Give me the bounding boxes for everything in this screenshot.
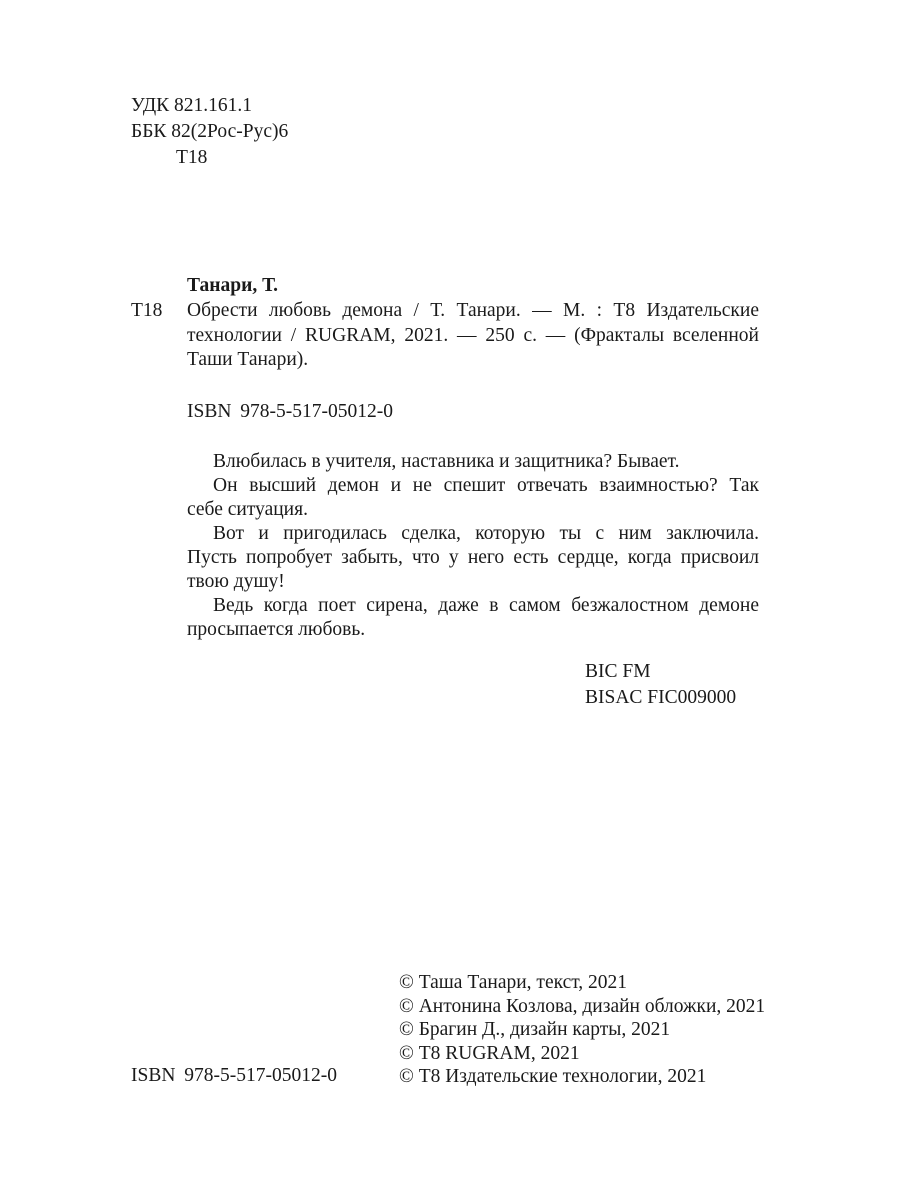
isbn-footer: ISBN 978-5-517-05012-0: [131, 1065, 338, 1086]
annotation-line: твою душу!: [187, 571, 285, 592]
bib-line: технологии / RUGRAM, 2021. — 250 с. — (Фракталы вселенной: [187, 324, 759, 346]
copyright-line: © Т8 Издательские технологии, 2021: [399, 1066, 707, 1087]
annotation-line: Вот и пригодилась сделка, которую ты с ним заключила.: [213, 523, 759, 544]
bib-line: Обрести любовь демона / Т. Танари. — М. : Т8 Издательские: [187, 300, 759, 321]
annotation-line: себе ситуация.: [187, 499, 308, 520]
bic-code: BIC FM: [585, 661, 651, 682]
author-name: Танари, Т.: [187, 275, 279, 296]
annotation-line: Влюбилась в учителя, наставника и защитника? Бывает.: [213, 451, 680, 472]
bib-line: Таши Танари).: [187, 349, 309, 370]
author-sign-code-side: Т18: [131, 300, 163, 321]
udk-code: УДК 821.161.1: [131, 95, 253, 116]
annotation-line: просыпается любовь.: [187, 619, 366, 640]
bisac-code: BISAC FIC009000: [585, 687, 737, 708]
copyright-line: © Антонина Козлова, дизайн обложки, 2021: [399, 995, 766, 1017]
isbn-record: ISBN 978-5-517-05012-0: [187, 401, 394, 422]
copyright-line: © Т8 RUGRAM, 2021: [399, 1042, 580, 1064]
annotation-line: Пусть попробует забыть, что у него есть сердце, когда присвоил: [187, 547, 759, 568]
copyright-line: © Таша Танари, текст, 2021: [399, 972, 628, 993]
bibliographic-description: [187, 299, 759, 373]
author-sign-code: Т18: [176, 147, 208, 168]
annotation-line: Он высший демон и не спешит отвечать взаимностью? Так: [213, 475, 759, 496]
annotation: [187, 450, 759, 642]
copyright-line: © Брагин Д., дизайн карты, 2021: [399, 1019, 671, 1040]
copyright-block: [399, 971, 765, 1089]
bbk-code: ББК 82(2Рос-Рус)6: [131, 121, 289, 142]
annotation-line: Ведь когда поет сирена, даже в самом безжалостном демоне: [213, 595, 759, 616]
